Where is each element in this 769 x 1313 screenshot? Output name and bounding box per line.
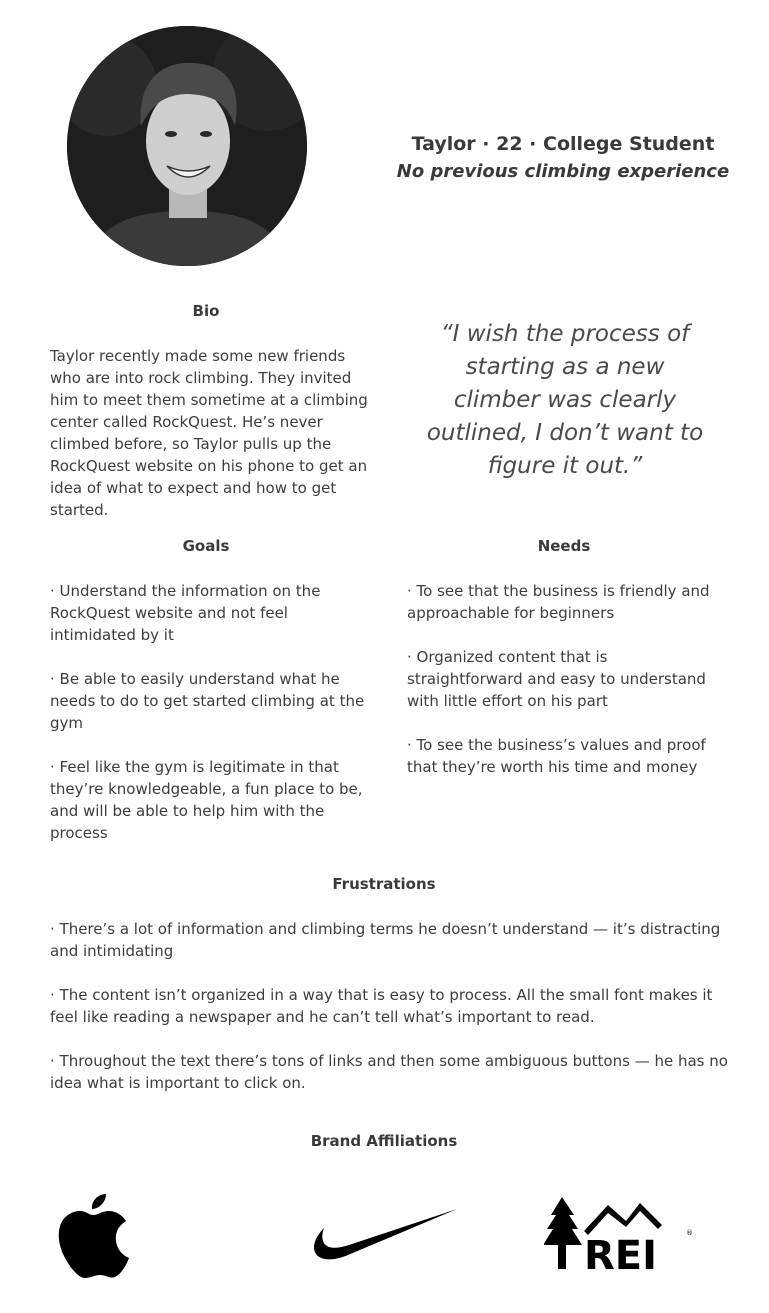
frustration-item: · The content isn’t organized in a way that is easy to process. All the small font makes it feel like reading a newspaper and he can’t tell what’s important to read. — [50, 986, 713, 1026]
svg-text:®: ® — [686, 1229, 693, 1237]
goal-item: · Understand the information on the RockQuest website and not feel intimidated by it — [50, 582, 321, 644]
person-icon — [67, 26, 307, 266]
persona-title: Taylor · 22 · College Student — [411, 133, 715, 155]
goals-list — [50, 580, 370, 866]
persona-quote: “I wish the process of starting as a new climber was clearly outlined, I don’t want to figure it out.” — [426, 321, 704, 479]
rei-text: REI — [584, 1233, 658, 1271]
need-item: · To see the business’s values and proof that they’re worth his time and money — [407, 736, 706, 776]
needs-list — [407, 580, 717, 800]
bio-heading: Bio — [192, 302, 220, 320]
nike-logo-icon — [312, 1206, 458, 1262]
apple-logo-icon — [56, 1188, 130, 1278]
frustration-item: · There’s a lot of information and climbing terms he doesn’t understand — it’s distracting and intimidating — [50, 920, 721, 960]
bio-paragraph: Taylor recently made some new friends who are into rock climbing. They invited him to meet them sometime at a climbing center called RockQuest. He’s never climbed before, so Taylor pulls up the RockQuest website on his phone to get an idea of what to expect and how to get started. — [50, 347, 368, 519]
persona-experience: No previous climbing experience — [396, 161, 730, 182]
need-item: · Organized content that is straightforward and easy to understand with little effort on his part — [407, 648, 706, 710]
goal-item: · Be able to easily understand what he needs to do to get started climbing at the gym — [50, 670, 365, 732]
needs-heading: Needs — [537, 537, 591, 555]
persona-photo — [67, 26, 307, 266]
bio-text — [50, 345, 372, 521]
frustrations-list — [50, 918, 730, 1116]
brands-heading: Brand Affiliations — [310, 1132, 458, 1150]
need-item: · To see that the business is friendly and approachable for beginners — [407, 582, 710, 622]
goal-item: · Feel like the gym is legitimate in that they’re knowledgeable, a fun place to be, and will be able to help him with the process — [50, 758, 363, 842]
persona-header — [390, 130, 736, 186]
rei-logo-icon — [544, 1195, 700, 1271]
frustration-item: · Throughout the text there’s tons of links and then some ambiguous buttons — he has no idea what is important to click on. — [50, 1052, 728, 1092]
frustrations-heading: Frustrations — [332, 875, 436, 893]
goals-heading: Goals — [182, 537, 230, 555]
